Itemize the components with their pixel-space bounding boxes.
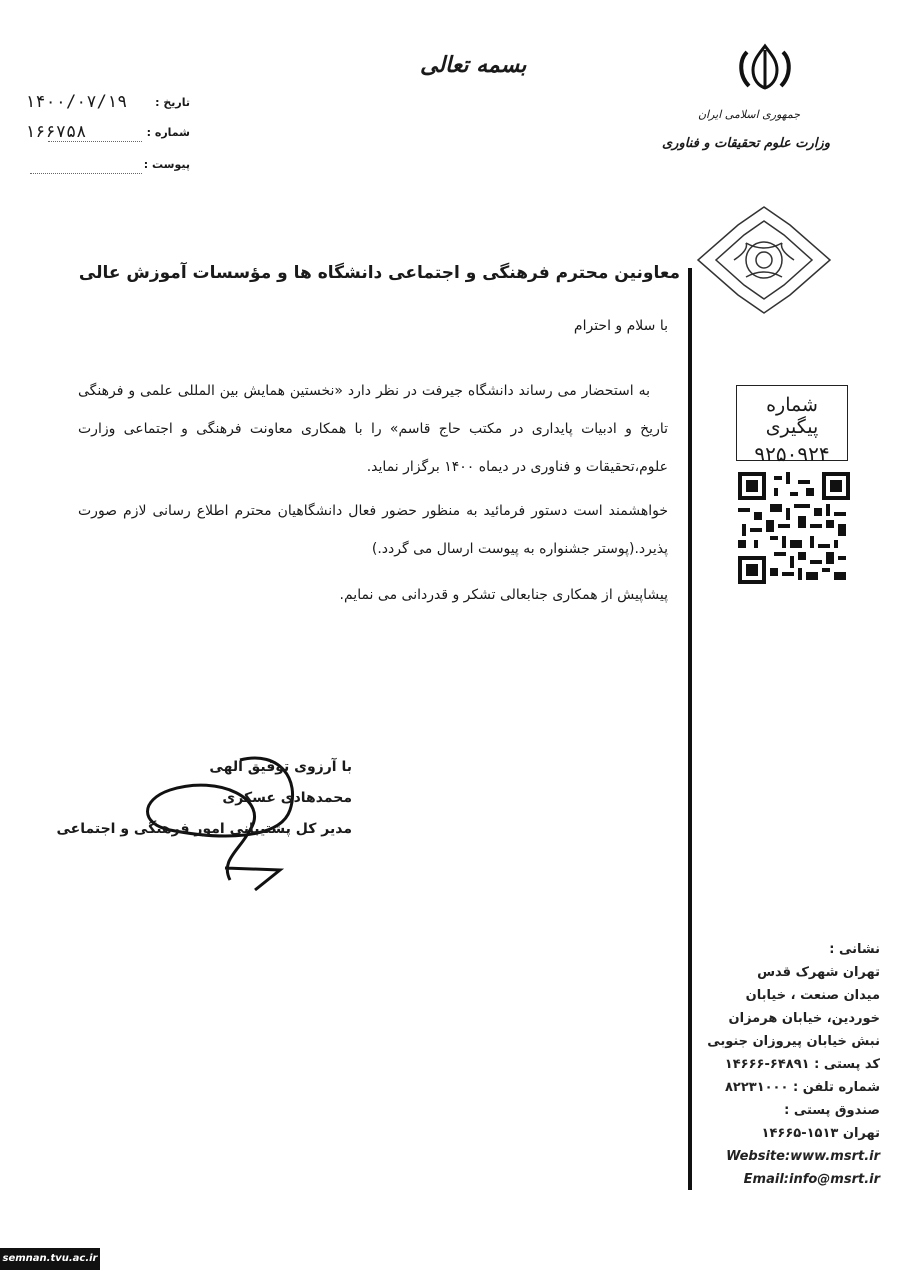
watermark-badge: semnan.tvu.ac.ir bbox=[0, 1248, 100, 1270]
address-heading: نشانی : bbox=[829, 942, 880, 957]
ornament-icon bbox=[694, 205, 834, 315]
bismillah-heading: بسمه تعالی bbox=[420, 52, 527, 78]
attachment-label: پیوست : bbox=[143, 158, 190, 171]
address-line-2: میدان صنعت ، خیابان bbox=[745, 988, 880, 1003]
signature-block bbox=[56, 752, 352, 845]
paragraph-2: خواهشمند است دستور فرمائید به منظور حضور فعال دانشگاهیان محترم اطلاع رسانی لازم صورت پذیرد.(پوستر جشنواره به پیوست ارسال می گردد.) bbox=[78, 503, 668, 557]
pobox-label: صندوق پستی : bbox=[784, 1103, 880, 1118]
number-underline bbox=[48, 141, 142, 142]
attachment-underline bbox=[30, 173, 142, 174]
ministry-title: وزارت علوم تحقیقات و فناوری bbox=[661, 136, 830, 151]
tracking-box bbox=[736, 385, 848, 466]
paragraph-3: پیشاپیش از همکاری جنابعالی تشکر و قدردانی می نمایم. bbox=[339, 587, 668, 603]
phone-number: شماره تلفن : ۸۲۲۳۱۰۰۰ bbox=[724, 1080, 880, 1095]
address-block bbox=[707, 938, 880, 1191]
republic-title: جمهوری اسلامی ایران bbox=[697, 108, 800, 121]
number-label: شماره : bbox=[146, 126, 190, 139]
attachment-row bbox=[20, 158, 190, 176]
date-row bbox=[20, 92, 190, 114]
email-link[interactable]: Email:info@msrt.ir bbox=[743, 1172, 880, 1187]
date-label: تاریخ : bbox=[155, 96, 190, 109]
qr-code-icon bbox=[738, 472, 850, 584]
number-value: ۱۶۶۷۵۸ bbox=[25, 122, 87, 142]
paragraph-1: به استحضار می رساند دانشگاه جیرفت در نظر دارد «نخستین همایش بین المللی علمی و فرهنگی تاریخ و ادبیات پایداری در مکتب حاج قاسم» را با همکاری معاونت فرهنگی و اجتماعی وزارت علوم،تحقیقات و فناوری در دیماه ۱۴۰۰ برگزار نماید. bbox=[78, 383, 668, 475]
tracking-number: ۹۲۵۰۹۲۴ bbox=[754, 442, 830, 466]
signature-name: محمدهادی عسکری bbox=[222, 790, 352, 806]
address-line-1: تهران شهرک قدس bbox=[757, 965, 880, 980]
margin-rule bbox=[688, 268, 692, 1190]
pobox-value: تهران ۱۵۱۳-۱۴۶۶۵ bbox=[761, 1126, 880, 1141]
greeting-line: با سلام و احترام bbox=[573, 318, 668, 334]
signature-closing: با آرزوی توفیق الهی bbox=[209, 759, 352, 775]
number-row bbox=[20, 122, 190, 144]
tracking-label: شماره پیگیری bbox=[765, 394, 819, 438]
postal-code: کد پستی : ۶۴۸۹۱-۱۴۶۶۶ bbox=[724, 1057, 880, 1072]
address-line-3: خوردین، خیابان هرمزان bbox=[728, 1011, 880, 1026]
date-value: ۱۴۰۰/۰۷/۱۹ bbox=[25, 92, 128, 112]
recipient-line: معاونین محترم فرهنگی و اجتماعی دانشگاه ها و مؤسسات آموزش عالی bbox=[78, 263, 680, 283]
website-link[interactable]: Website:www.msrt.ir bbox=[726, 1149, 880, 1164]
signature-title: مدیر کل پشتیبانی امور فرهنگی و اجتماعی bbox=[56, 821, 352, 837]
iran-emblem-icon bbox=[735, 42, 795, 92]
address-line-4: نبش خیابان پیروزان جنوبی bbox=[707, 1034, 880, 1049]
